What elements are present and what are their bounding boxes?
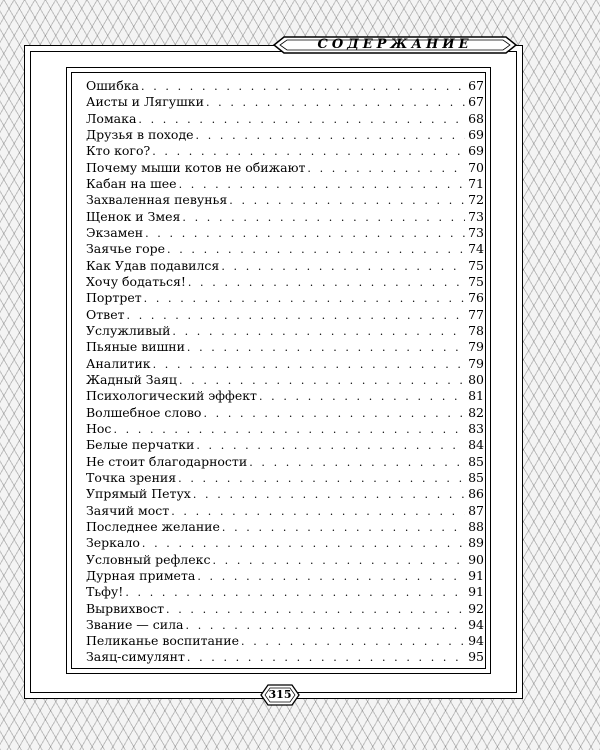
page-number: 315 [268, 688, 292, 701]
toc-entry-title: Ошибка [86, 78, 139, 93]
toc-entry [86, 503, 484, 519]
toc-dot-leader [172, 324, 465, 340]
toc-entry-title: Почему мыши котов не обижают [86, 159, 306, 175]
toc-entry-title: Услужливый [86, 322, 171, 338]
toc-entry-page: 81 [468, 388, 484, 404]
toc-dot-leader [142, 536, 465, 552]
toc-entry-page: 91 [468, 567, 484, 583]
toc-entry-title: Ломака [86, 110, 137, 126]
toc-entry-title: Кто кого? [86, 143, 151, 159]
toc-dot-leader [196, 438, 465, 454]
toc-entry-page: 75 [468, 257, 484, 273]
toc-dot-leader [187, 650, 465, 666]
toc-entry-title: Дурная примета [86, 567, 196, 583]
toc-dot-leader [307, 161, 465, 177]
toc-entry-page: 68 [468, 110, 484, 126]
toc-entry [86, 225, 484, 241]
toc-entry-page: 88 [468, 518, 484, 534]
page-title: СОДЕРЖАНИЕ [317, 37, 473, 52]
toc-entry [86, 486, 484, 502]
toc-entry [86, 454, 484, 470]
toc-dot-leader [141, 79, 465, 95]
toc-entry-page: 79 [468, 355, 484, 371]
toc-entry-page: 95 [468, 649, 484, 665]
toc-entry [86, 127, 484, 143]
toc-dot-leader [167, 242, 465, 258]
table-of-contents [86, 78, 484, 666]
toc-entry [86, 241, 484, 257]
toc-entry-title: Жадный Заяц [86, 371, 177, 387]
toc-entry-page: 82 [468, 404, 484, 420]
toc-entry [86, 307, 484, 323]
toc-entry [86, 552, 484, 568]
toc-dot-leader [152, 144, 465, 160]
toc-entry-page: 71 [468, 175, 484, 191]
toc-entry [86, 176, 484, 192]
toc-entry-title: Пьяные вишни [86, 339, 185, 355]
toc-entry [86, 421, 484, 437]
toc-entry-page: 76 [468, 290, 484, 306]
toc-dot-leader [144, 291, 465, 307]
toc-entry [86, 339, 484, 355]
toc-dot-leader [178, 471, 465, 487]
toc-entry-title: Белые перчатки [86, 437, 195, 453]
toc-entry-title: Аналитик [86, 355, 151, 371]
toc-dot-leader [166, 602, 465, 618]
toc-entry-page: 74 [468, 241, 484, 257]
toc-entry-title: Друзья в походе [86, 126, 194, 142]
toc-entry-title: Вырвихвост [86, 600, 165, 616]
toc-entry-title: Последнее желание [86, 518, 220, 534]
toc-entry-title: Нос [86, 420, 112, 436]
toc-entry-title: Точка зрения [86, 469, 177, 485]
toc-entry-page: 87 [468, 502, 484, 518]
toc-entry [86, 519, 484, 535]
toc-dot-leader [188, 275, 465, 291]
toc-entry-page: 85 [468, 469, 484, 485]
toc-entry [86, 323, 484, 339]
toc-entry-page: 67 [468, 78, 484, 93]
toc-entry [86, 192, 484, 208]
toc-entry [86, 649, 484, 665]
toc-entry [86, 143, 484, 159]
toc-entry-title: Пеликанье воспитание [86, 633, 239, 649]
toc-entry-title: Зеркало [86, 535, 140, 551]
toc-dot-leader [196, 128, 466, 144]
toc-entry-title: Не стоит благодарности [86, 453, 248, 469]
toc-dot-leader [179, 177, 466, 193]
toc-entry [86, 111, 484, 127]
toc-entry-title: Аисты и Лягушки [86, 94, 204, 110]
toc-entry [86, 356, 484, 372]
toc-dot-leader [171, 504, 465, 520]
toc-dot-leader [138, 112, 465, 128]
toc-entry [86, 535, 484, 551]
toc-entry-title: Хочу бодаться! [86, 273, 186, 289]
toc-dot-leader [145, 226, 465, 242]
toc-dot-leader [197, 569, 465, 585]
toc-entry [86, 633, 484, 649]
toc-entry-title: Портрет [86, 290, 142, 306]
toc-entry-page: 77 [468, 306, 484, 322]
toc-entry-title: Заячье горе [86, 241, 166, 257]
toc-dot-leader [153, 357, 466, 373]
toc-entry-page: 73 [468, 208, 484, 224]
toc-entry-page: 89 [468, 535, 484, 551]
toc-entry [86, 568, 484, 584]
toc-entry [86, 258, 484, 274]
toc-dot-leader [259, 389, 465, 405]
toc-entry-page: 67 [468, 94, 484, 110]
toc-entry-page: 73 [468, 224, 484, 240]
toc-entry [86, 209, 484, 225]
toc-entry-page: 83 [468, 420, 484, 436]
toc-entry-title: Волшебное слово [86, 404, 202, 420]
toc-entry [86, 160, 484, 176]
toc-entry [86, 274, 484, 290]
toc-entry-title: Звание — сила [86, 616, 184, 632]
toc-entry-page: 79 [468, 339, 484, 355]
toc-entry-title: Условный рефлекс [86, 551, 211, 567]
toc-entry [86, 470, 484, 486]
toc-entry-title: Кабан на шее [86, 175, 177, 191]
toc-dot-leader [222, 520, 465, 536]
toc-entry-page: 84 [468, 437, 484, 453]
toc-entry-page: 91 [468, 584, 484, 600]
header-banner [270, 34, 520, 56]
toc-entry-page: 90 [468, 551, 484, 567]
toc-dot-leader [241, 634, 465, 650]
toc-dot-leader [186, 618, 466, 634]
toc-entry [86, 584, 484, 600]
toc-entry [86, 388, 484, 404]
toc-entry-title: Ответ [86, 306, 125, 322]
toc-dot-leader [249, 455, 465, 471]
toc-entry-page: 94 [468, 616, 484, 632]
toc-dot-leader [212, 553, 465, 569]
toc-entry-title: Щенок и Змея [86, 208, 181, 224]
toc-entry [86, 437, 484, 453]
toc-entry-title: Психологический эффект [86, 388, 257, 404]
toc-entry-page: 69 [468, 126, 484, 142]
toc-dot-leader [179, 373, 465, 389]
toc-entry-page: 72 [468, 192, 484, 208]
toc-entry-page: 75 [468, 273, 484, 289]
toc-dot-leader [193, 487, 465, 503]
toc-entry-title: Экзамен [86, 224, 144, 240]
toc-entry-page: 80 [468, 371, 484, 387]
toc-dot-leader [125, 585, 465, 601]
toc-entry-page: 70 [468, 159, 484, 175]
toc-entry [86, 290, 484, 306]
toc-entry-page: 78 [468, 322, 484, 338]
toc-dot-leader [229, 193, 465, 209]
toc-entry-title: Упрямый Петух [86, 486, 191, 502]
toc-entry-page: 69 [468, 143, 484, 159]
page-number-badge [260, 683, 300, 707]
toc-entry-page: 94 [468, 633, 484, 649]
toc-entry [86, 405, 484, 421]
toc-entry-title: Как Удав подавился [86, 257, 220, 273]
toc-dot-leader [187, 340, 465, 356]
toc-entry-title: Заяц-симулянт [86, 649, 185, 665]
toc-dot-leader [182, 210, 465, 226]
toc-entry [86, 617, 484, 633]
toc-dot-leader [203, 406, 465, 422]
toc-dot-leader [127, 308, 466, 324]
toc-entry-page: 86 [468, 486, 484, 502]
toc-entry [86, 372, 484, 388]
toc-entry-title: Тьфу! [86, 584, 124, 600]
toc-entry-title: Заячий мост [86, 502, 170, 518]
toc-dot-leader [113, 422, 465, 438]
toc-dot-leader [221, 259, 465, 275]
toc-entry [86, 601, 484, 617]
toc-entry-title: Захваленная певунья [86, 192, 228, 208]
toc-entry-page: 92 [468, 600, 484, 616]
toc-entry [86, 94, 484, 110]
toc-dot-leader [206, 95, 465, 111]
toc-entry-page: 85 [468, 453, 484, 469]
toc-entry [86, 78, 484, 94]
